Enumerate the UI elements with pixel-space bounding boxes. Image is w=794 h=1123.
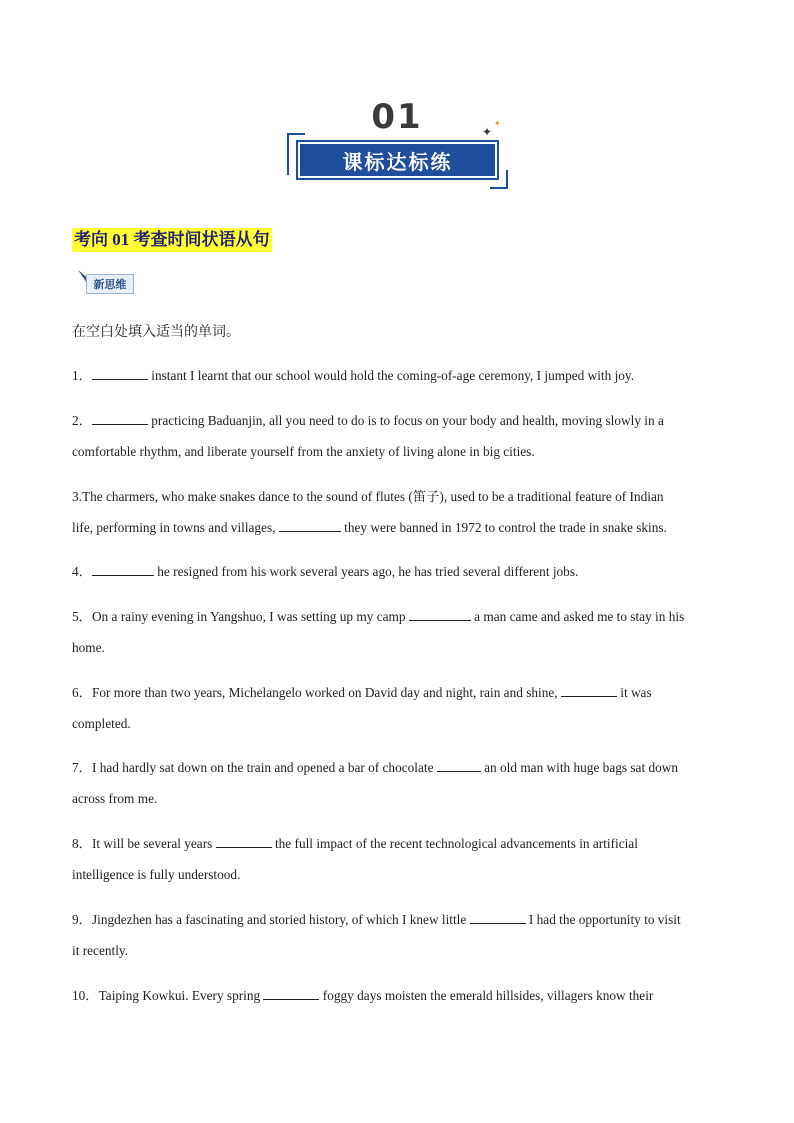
answer-blank[interactable] <box>279 518 341 532</box>
sparkle-icon: ✦ <box>494 119 501 128</box>
new-thinking-badge <box>76 268 138 296</box>
question-9: 9．Jingdezhen has a fascinating and storied history, of which I knew little I had the opportunity to visit it recently. <box>72 904 727 966</box>
question-5: 5．On a rainy evening in Yangshuo, I was setting up my camp a man came and asked me to stay in his home. <box>72 601 727 663</box>
answer-blank[interactable] <box>409 607 471 621</box>
answer-blank[interactable] <box>92 562 154 576</box>
section-header <box>0 95 794 195</box>
question-10: 10．Taiping Kowkui. Every spring foggy days moisten the emerald hillsides, villagers know their <box>72 980 727 1011</box>
question-8: 8．It will be several years the full impact of the recent technological advancements in artificial intelligence is fully understood. <box>72 828 727 890</box>
answer-blank[interactable] <box>437 758 481 772</box>
bracket-right-decoration <box>490 170 508 189</box>
banner-title: 课标达标练 <box>342 149 453 174</box>
answer-blank[interactable] <box>92 411 148 425</box>
instruction-text: 在空白处填入适当的单词。 <box>72 324 240 340</box>
topic-heading: 考向 01 考查时间状语从句 <box>72 228 272 252</box>
question-6: 6．For more than two years, Michelangelo worked on David day and night, rain and shine, it was completed. <box>72 677 727 739</box>
badge-label: 新思维 <box>86 274 134 294</box>
question-3: 3.The charmers, who make snakes dance to the sound of flutes (笛子), used to be a traditional feature of Indian life, performing in towns and villages, they were banned in 1972 to control the trade in snake skins. <box>72 489 667 535</box>
question-1: 1． instant I learnt that our school would hold the coming-of-age ceremony, I jumped with joy. <box>72 360 727 391</box>
answer-blank[interactable] <box>470 910 526 924</box>
section-banner <box>296 140 499 180</box>
question-4: 4． he resigned from his work several years ago, he has tried several different jobs. <box>72 556 727 587</box>
question-2: 2． practicing Baduanjin, all you need to do is to focus on your body and health, moving slowly in a comfortable rhythm, and liberate yourself from the anxiety of living alone in big cities. <box>72 405 727 467</box>
question-7: 7．I had hardly sat down on the train and opened a bar of chocolate an old man with huge bags sat down across from me. <box>72 752 727 814</box>
sparkle-icon: ✦ <box>482 125 493 139</box>
answer-blank[interactable] <box>92 366 148 380</box>
answer-blank[interactable] <box>216 834 272 848</box>
answer-blank[interactable] <box>561 683 617 697</box>
section-number: 01 <box>371 97 423 137</box>
answer-blank[interactable] <box>263 986 319 1000</box>
